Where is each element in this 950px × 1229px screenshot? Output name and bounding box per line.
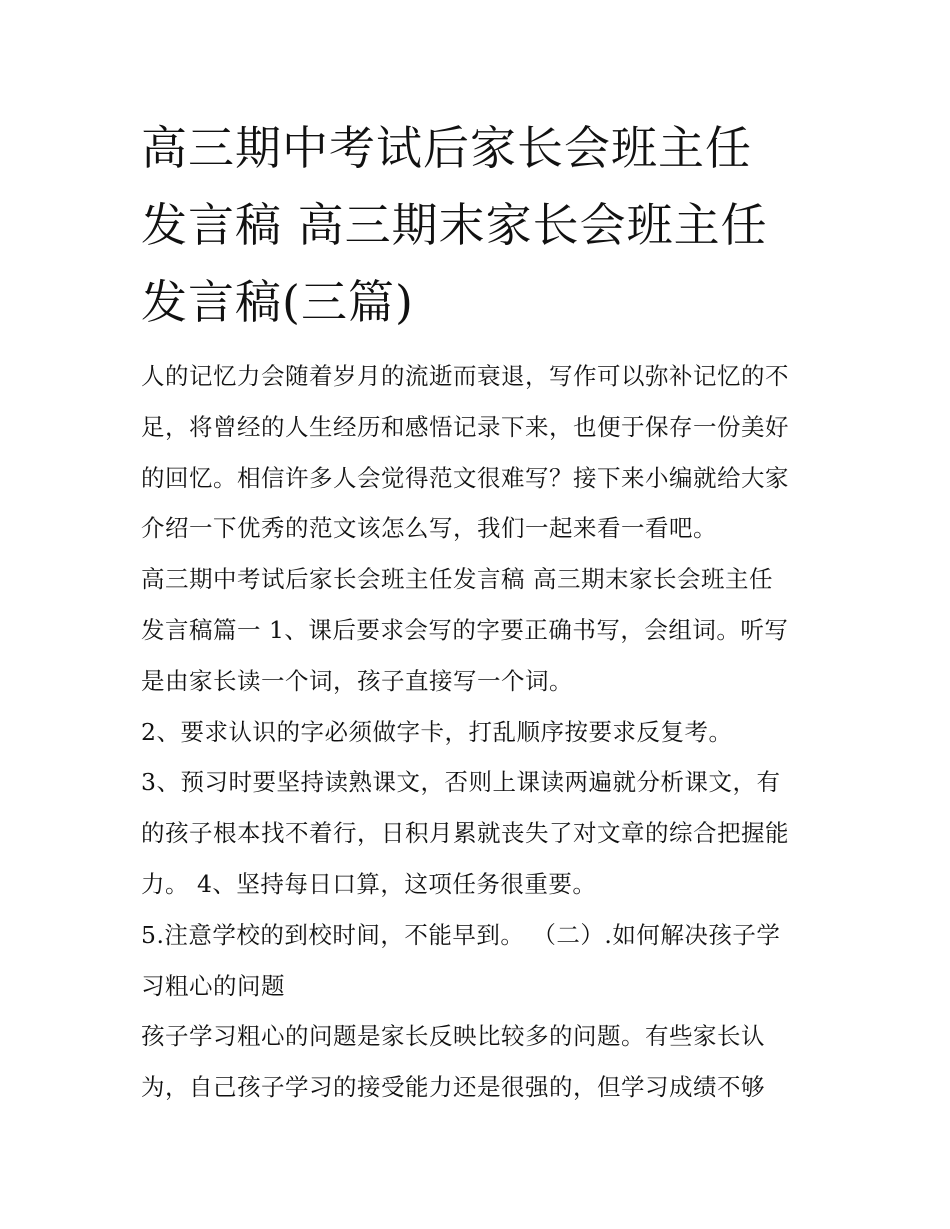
- text-line: 3、预习时要坚持读熟课文，否则上课读两遍就分析课文，有: [141, 768, 781, 797]
- text-line: 力。 4、坚持每日口算，这项任务很重要。: [141, 869, 597, 898]
- text-line: 的孩子根本找不着行，日积月累就丧失了对文章的综合把握能: [141, 819, 789, 848]
- paragraph-section-one: [141, 554, 821, 706]
- text-line: 人的记忆力会随着岁月的流逝而衰退，写作可以弥补记忆的不: [141, 362, 789, 390]
- text-line: 的回忆。相信许多人会觉得范文很难写？接下来小编就给大家: [141, 463, 789, 492]
- text-line: 孩子学习粗心的问题是家长反映比较多的问题。有些家长认: [141, 1022, 765, 1051]
- text-line: 2、要求认识的字必须做字卡，打乱顺序按要求反复考。: [141, 717, 733, 746]
- text-line: 足，将曾经的人生经历和感悟记录下来，也便于保存一份美好: [141, 412, 789, 441]
- text-line: 习粗心的问题: [141, 971, 285, 1000]
- title-line: 发言稿 高三期末家长会班主任: [141, 198, 768, 252]
- document-title: [141, 110, 821, 341]
- paragraph-intro: [141, 351, 821, 554]
- paragraph-item-2: [141, 707, 821, 758]
- document-page: [141, 110, 821, 1113]
- paragraph-carelessness: [141, 1011, 821, 1113]
- paragraph-item-5: [141, 910, 821, 1012]
- text-line: 介绍一下优秀的范文该怎么写，我们一起来看一看吧。: [141, 514, 717, 543]
- text-line: 发言稿篇一 1、课后要求会写的字要正确书写，会组词。听写: [141, 615, 789, 644]
- text-line: 是由家长读一个词，孩子直接写一个词。: [141, 666, 573, 695]
- text-line: 为，自己孩子学习的接受能力还是很强的，但学习成绩不够: [141, 1073, 765, 1102]
- paragraph-item-3: [141, 757, 821, 909]
- text-line: 高三期中考试后家长会班主任发言稿 高三期末家长会班主任: [141, 565, 773, 594]
- title-line: 高三期中考试后家长会班主任: [141, 121, 752, 175]
- text-line: 5.注意学校的到校时间，不能早到。 （二）.如何解决孩子学: [141, 920, 781, 949]
- title-line: 发言稿(三篇): [141, 275, 414, 329]
